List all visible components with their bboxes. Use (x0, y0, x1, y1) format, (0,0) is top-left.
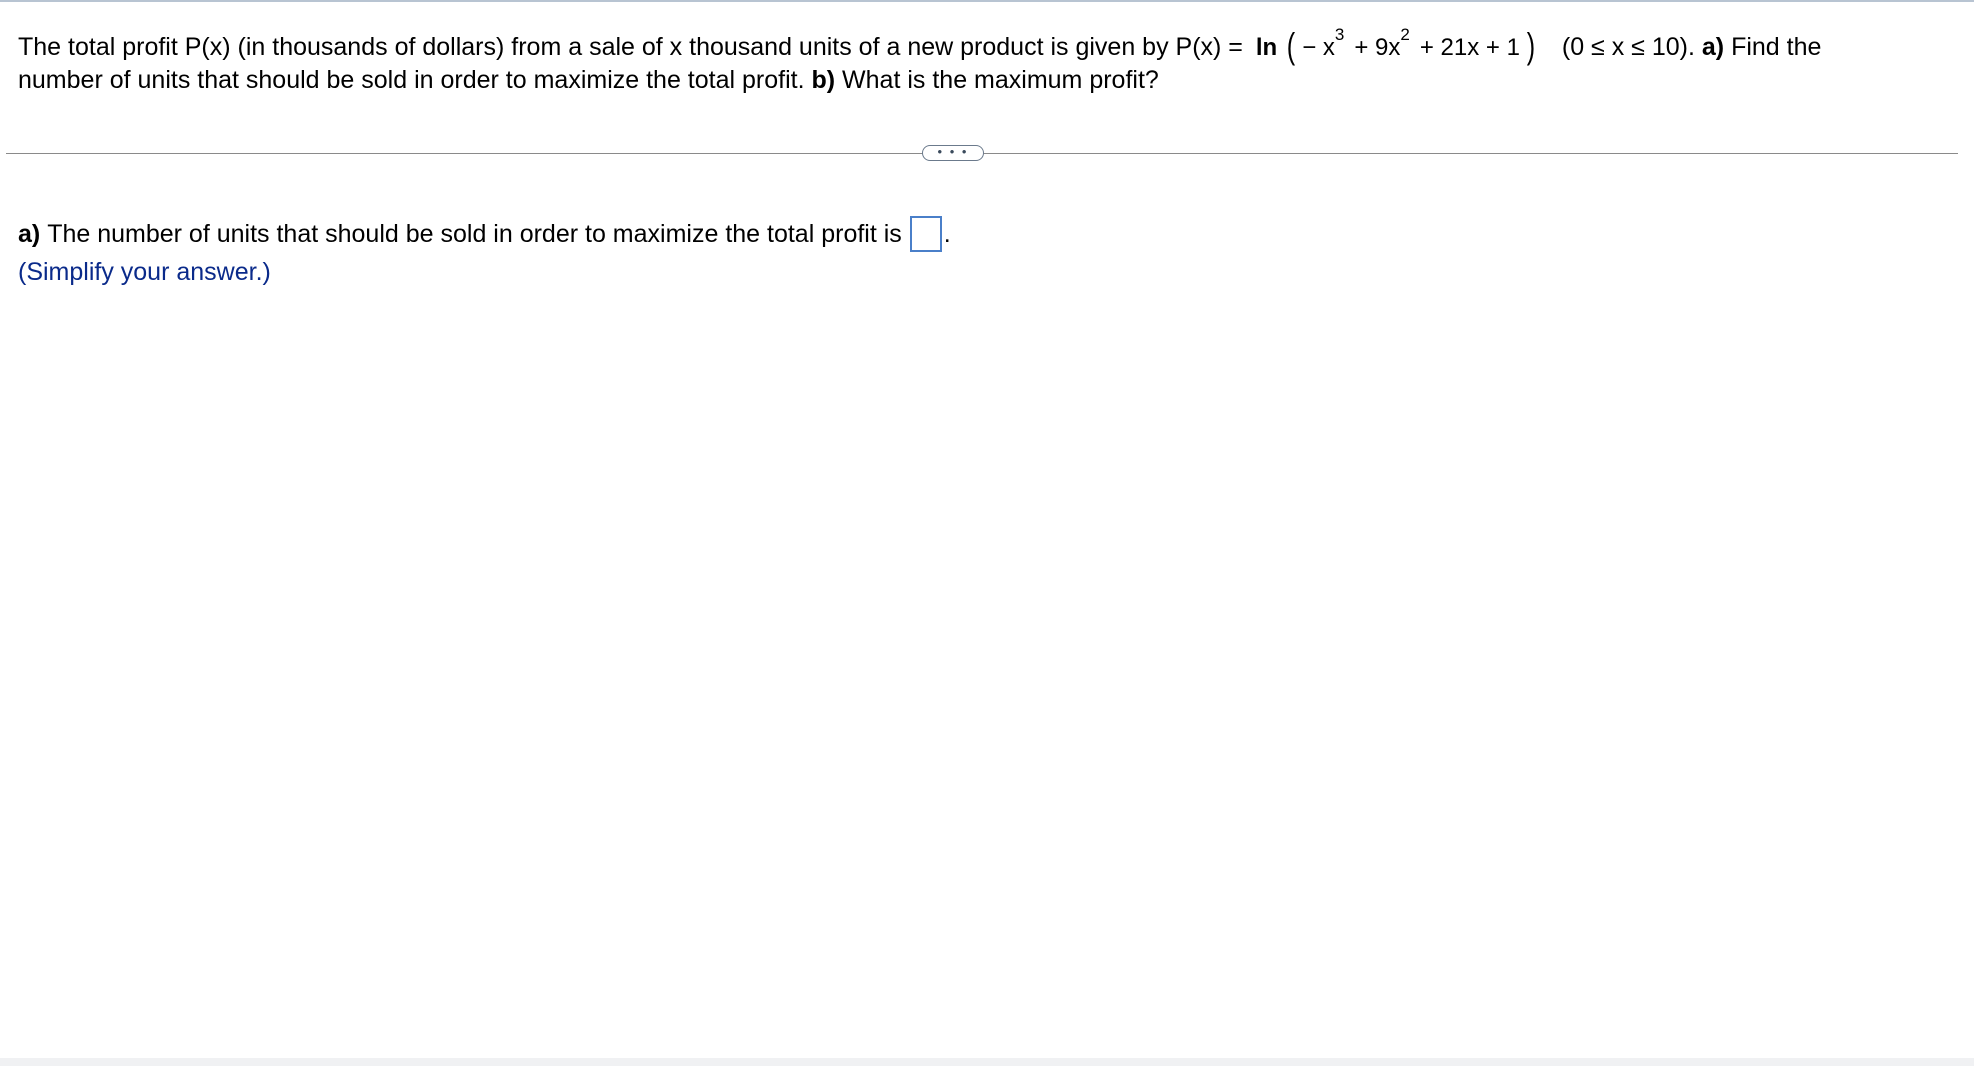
question-line-2 (18, 64, 1958, 97)
part-b-label: b) (811, 66, 836, 94)
bottom-bar (0, 1058, 1974, 1066)
part-b-text: What is the maximum profit? (842, 66, 1159, 94)
question-text (18, 24, 1958, 97)
part-a-text: Find the (1731, 33, 1822, 61)
answer-input[interactable] (910, 216, 942, 252)
simplify-hint: (Simplify your answer.) (18, 258, 271, 286)
question-intro: The total profit P(x) (in thousands of dollars) from a sale of x thousand units of a new product is given by P(x) = (18, 33, 1243, 61)
formula-ln: ln (1255, 34, 1278, 61)
formula-term-linear: + 21x + 1 (1419, 34, 1520, 61)
formula-exponent-3: 3 (1334, 25, 1345, 44)
formula-close-paren: ) (1526, 24, 1536, 66)
top-rule (0, 0, 1974, 2)
formula-exponent-2: 2 (1400, 25, 1410, 44)
expand-more-button[interactable]: • • • (922, 145, 984, 161)
part-a-label: a) (1701, 33, 1725, 61)
answer-suffix: . (943, 219, 951, 248)
formula-term-quadratic: + $9x^2$ (1354, 25, 1410, 61)
answer-prompt: The number of units that should be sold in order to maximize the total profit is (47, 219, 902, 248)
formula-open-paren: ( (1286, 24, 1296, 66)
answer-row (18, 216, 951, 252)
formula-term-cubic: − $x^3$ (1302, 25, 1345, 61)
profit-formula (1250, 24, 1537, 66)
answer-part-label: a) (18, 219, 41, 248)
question-line-1 (18, 24, 1958, 66)
formula-domain: (0 ≤ x ≤ 10). (1561, 33, 1695, 61)
question-line-2-text: number of units that should be sold in order to maximize the total profit. (18, 66, 805, 94)
